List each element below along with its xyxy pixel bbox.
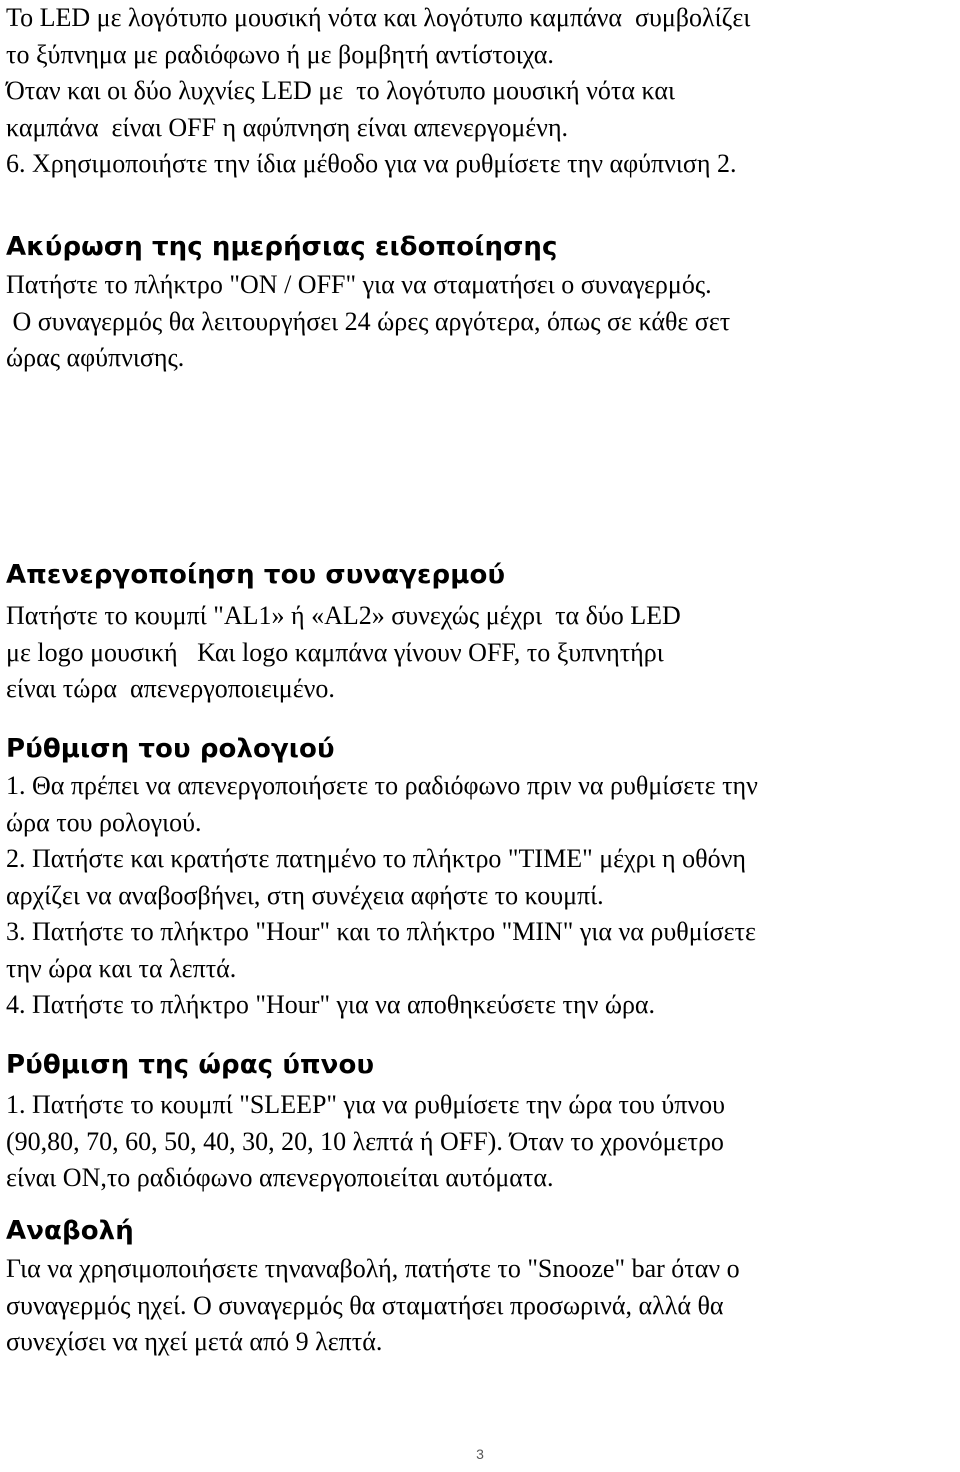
text-line: ώρα του ρολογιού. (6, 807, 202, 837)
section-heading-disable-alarm: Απενεργοποίηση του συναγερμού (6, 560, 506, 590)
text-line: 4. Πατήστε το πλήκτρο "Hour" για να αποθηκεύσετε την ώρα. (6, 990, 656, 1019)
text-line: είναι τώρα απενεργοποιειμένο. (6, 674, 335, 703)
text-line: καμπάνα είναι OFF η αφύπνηση είναι απενεργομένη. (6, 112, 569, 142)
text-line: (90,80, 70, 60, 50, 40, 30, 20, 10 λεπτά ή OFF). Όταν το χρονόμετρο (6, 1126, 724, 1156)
intro-paragraph (6, 0, 750, 183)
disable-alarm-paragraph (6, 598, 681, 708)
text-line: Το LED με λογότυπο μουσική νότα και λογότυπο καμπάνα συμβολίζει (6, 3, 751, 32)
text-line: την ώρα και τα λεπτά. (6, 953, 237, 983)
section-heading-clock-setting: Ρύθμιση του ρολογιού (6, 734, 335, 764)
text-line: 1. Πατήστε το κουμπί "SLEEP" για να ρυθμίσετε την ώρα του ύπνου (6, 1090, 726, 1119)
text-line: Για να χρησιμοποιήσετε τηναναβολή, πατήστε το "Snooze" bar όταν ο (6, 1254, 740, 1283)
text-line: ώρας αφύπνισης. (6, 343, 185, 372)
section-heading-cancel-daily: Ακύρωση της ημερήσιας ειδοποίησης (6, 232, 558, 262)
text-line: το ξύπνημα με ραδιόφωνο ή με βομβητή αντίστοιχα. (6, 39, 554, 69)
text-line: είναι ON,το ραδιόφωνο απενεργοποιείται αυτόματα. (6, 1163, 554, 1192)
text-line: Όταν και οι δύο λυχνίες LED με το λογότυπο μουσική νότα και (6, 76, 675, 105)
text-line: 1. Θα πρέπει να απενεργοποιήσετε το ραδιόφωνο πριν να ρυθμίσετε την (6, 771, 758, 800)
cancel-daily-paragraph (6, 267, 730, 377)
clock-setting-steps (6, 768, 758, 1024)
text-line: 3. Πατήστε το πλήκτρο "Hour" και το πλήκτρο "MIN" για να ρυθμίσετε (6, 917, 756, 946)
section-heading-sleep-setting: Ρύθμιση της ώρας ύπνου (6, 1050, 375, 1080)
page-number: 3 (476, 1446, 484, 1462)
text-line: 6. Χρησιμοποιήστε την ίδια μέθοδο για να ρυθμίσετε την αφύπνιση 2. (6, 149, 737, 178)
sleep-setting-steps (6, 1087, 725, 1197)
text-line: συνεχίσει να ηχεί μετά από 9 λεπτά. (6, 1327, 383, 1356)
snooze-paragraph (6, 1251, 740, 1361)
text-line: Πατήστε το κουμπί "AL1» ή «AL2» συνεχώς μέχρι τα δύο LED (6, 601, 681, 630)
text-line: αρχίζει να αναβοσβήνει, στη συνέχεια αφήστε το κουμπί. (6, 880, 604, 910)
text-line: Ο συναγερμός θα λειτουργήσει 24 ώρες αργότερα, όπως σε κάθε σετ (6, 306, 731, 336)
text-line: Πατήστε το πλήκτρο "ON / OFF" για να σταματήσει ο συναγερμός. (6, 270, 712, 299)
section-heading-snooze: Αναβολή (6, 1216, 134, 1246)
text-line: με logo μουσική Και logo καμπάνα γίνουν OFF, το ξυπνητήρι (6, 637, 664, 667)
text-line: 2. Πατήστε και κρατήστε πατημένο το πλήκτρο "TIME" μέχρι η οθόνη (6, 844, 746, 873)
text-line: συναγερμός ηχεί. Ο συναγερμός θα σταματήσει προσωρινά, αλλά θα (6, 1290, 724, 1320)
